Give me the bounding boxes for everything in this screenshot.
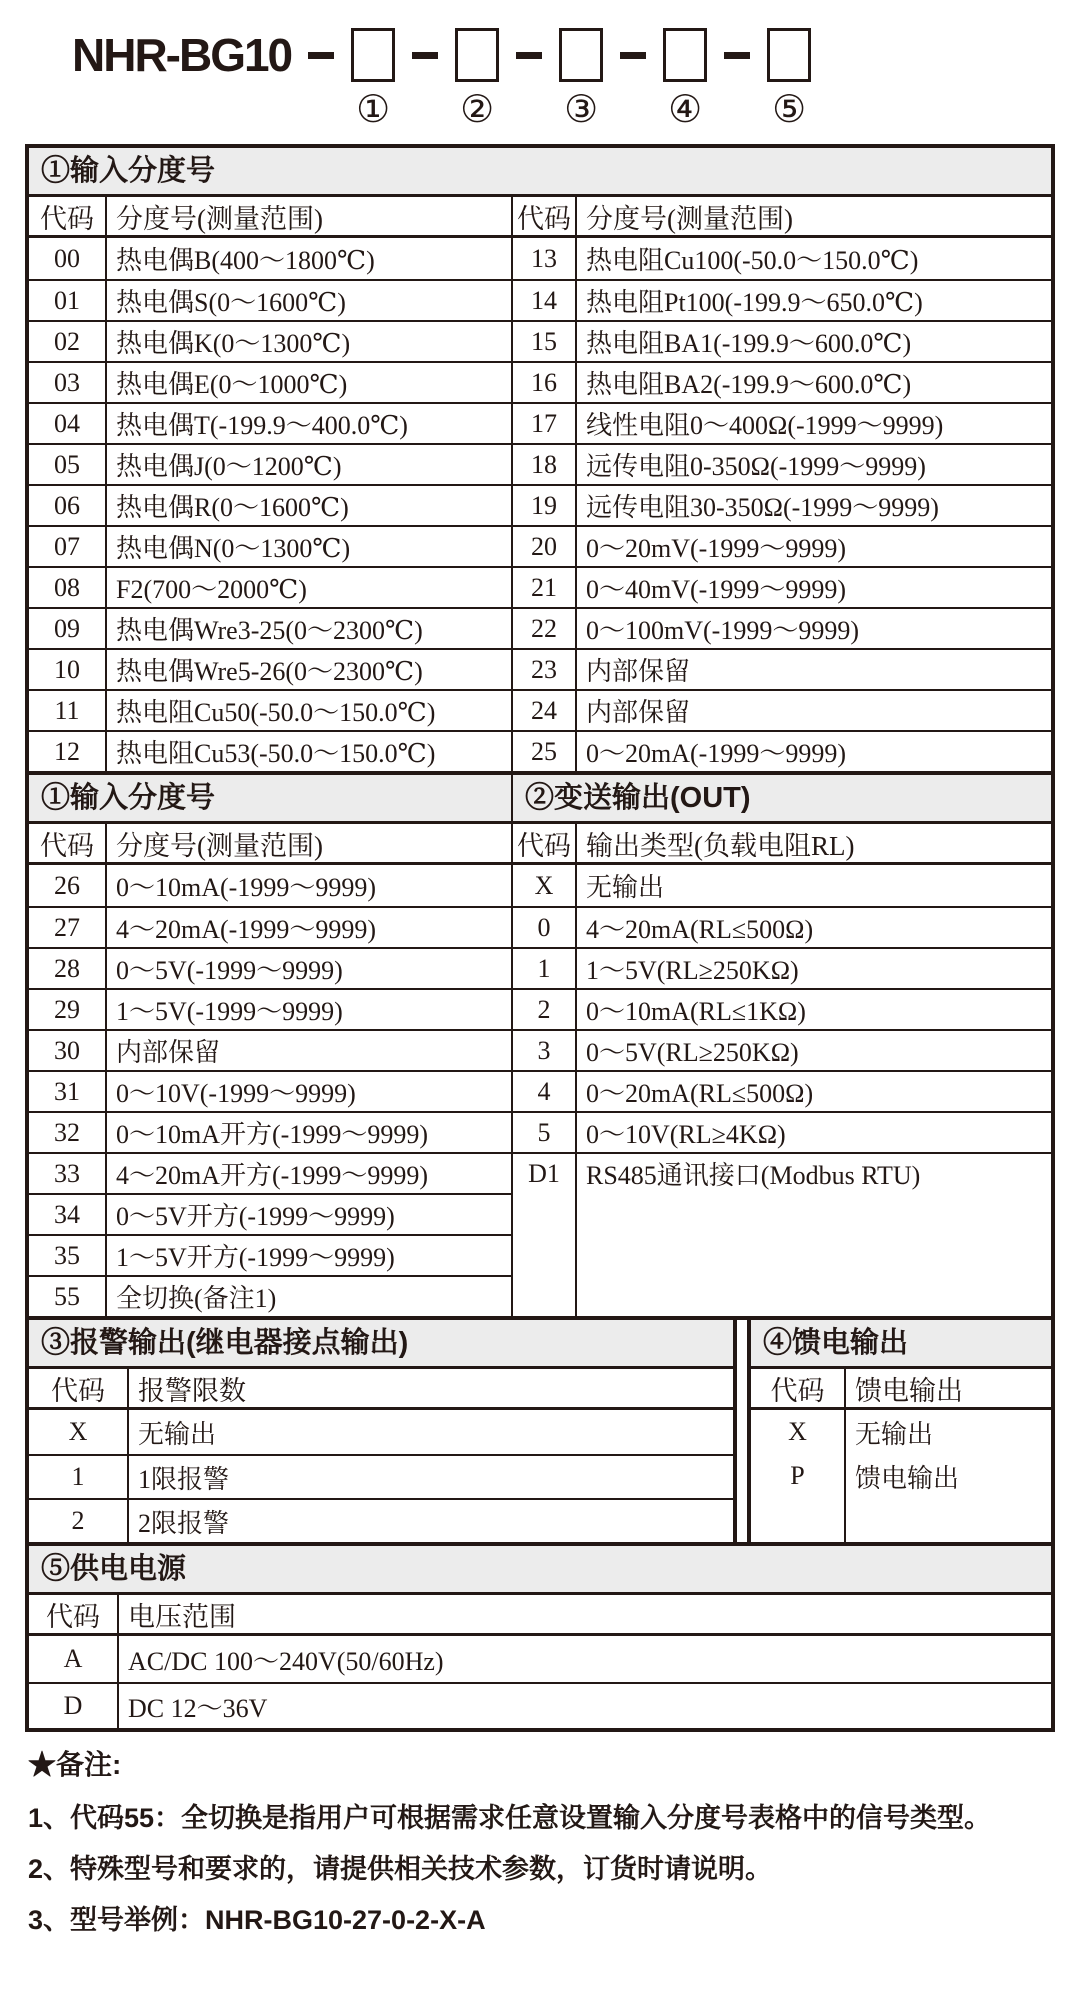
table-row <box>751 1454 1051 1498</box>
col-desc-label: 分度号(测量范围) <box>586 203 793 234</box>
desc-cell: RS485通讯接口(Modbus RTU) <box>586 1161 921 1190</box>
code-cell: X <box>513 865 577 906</box>
table-row <box>513 607 1051 648</box>
column-header <box>29 197 511 238</box>
model-code-unit <box>707 26 811 132</box>
code-cell: 20 <box>513 527 577 566</box>
desc-cell: 0～10mA(-1999～9999) <box>116 873 376 902</box>
feed-output-table <box>747 1320 1051 1542</box>
table-row <box>513 238 1051 279</box>
code-cell: 09 <box>29 609 107 648</box>
col-desc-label: 电压范围 <box>128 1601 236 1632</box>
code-cell: 02 <box>29 322 107 361</box>
table-row <box>29 1029 511 1070</box>
desc-cell: 0～5V(RL≥250KΩ) <box>586 1038 799 1067</box>
col-desc-label: 分度号(测量范围) <box>116 203 323 234</box>
table-row <box>29 484 511 525</box>
desc-cell: 2限报警 <box>138 1508 230 1538</box>
desc-cell: 热电偶N(0～1300℃) <box>116 534 351 563</box>
dash-separator <box>724 52 750 59</box>
code-cell: 04 <box>29 404 107 443</box>
section-power-supply <box>29 1542 1051 1728</box>
code-cell: 25 <box>513 732 577 771</box>
desc-cell: 内部保留 <box>116 1038 221 1067</box>
col-desc-label: 馈电输出 <box>855 1375 963 1406</box>
code-cell: 14 <box>513 281 577 320</box>
code-cell: D1 <box>513 1154 577 1193</box>
table-row <box>513 1111 1051 1152</box>
code-cell: 28 <box>29 949 107 988</box>
table-row <box>513 865 1051 906</box>
desc-cell: 热电偶J(0～1200℃) <box>116 452 342 481</box>
input-codes-continued <box>29 865 511 1316</box>
desc-cell: 热电阻Pt100(-199.9～650.0℃) <box>586 288 923 317</box>
code-cell: 34 <box>29 1195 107 1234</box>
desc-cell: 热电偶R(0～1600℃) <box>116 493 349 522</box>
table-row <box>29 947 511 988</box>
table-row <box>513 279 1051 320</box>
desc-cell: 1～5V(-1999～9999) <box>116 997 343 1026</box>
code-cell: 15 <box>513 322 577 361</box>
code-cell: 30 <box>29 1031 107 1070</box>
table-row <box>29 1111 511 1152</box>
position-number: ④ <box>668 89 703 131</box>
column-header <box>513 824 1051 865</box>
table-row <box>29 566 511 607</box>
position-number: ⑤ <box>772 89 807 131</box>
position-number: ① <box>356 89 391 131</box>
desc-cell: 远传电阻0-350Ω(-1999～9999) <box>586 452 926 481</box>
table-row <box>513 525 1051 566</box>
code-cell: 12 <box>29 732 107 771</box>
dash-separator <box>308 52 334 59</box>
section2-left-title: ①输入分度号 <box>29 775 513 824</box>
desc-cell: 热电偶B(400～1800℃) <box>116 246 375 275</box>
desc-cell: 1～5V开方(-1999～9999) <box>116 1243 395 1272</box>
output-type-codes <box>513 865 1051 1193</box>
desc-cell: 热电偶Wre3-25(0～2300℃) <box>116 616 423 645</box>
empty-cells-area <box>513 1193 1051 1316</box>
code-cell: 00 <box>29 238 107 279</box>
section5-title: ⑤供电电源 <box>29 1546 1051 1595</box>
code-cell: 2 <box>29 1500 129 1542</box>
desc-cell: 线性电阻0～400Ω(-1999～9999) <box>586 411 944 440</box>
table-row <box>29 865 511 906</box>
input-codes-right <box>513 238 1051 771</box>
desc-cell: 0～40mV(-1999～9999) <box>586 575 846 604</box>
alarm-output-table <box>29 1320 737 1542</box>
table-row <box>29 1234 511 1275</box>
table-row <box>513 1070 1051 1111</box>
code-cell: 35 <box>29 1236 107 1275</box>
code-cell: 2 <box>513 990 577 1029</box>
table-row <box>513 648 1051 689</box>
notes-title: ★备注: <box>28 1749 122 1780</box>
desc-cell: 无输出 <box>138 1419 217 1449</box>
code-cell: 1 <box>513 949 577 988</box>
desc-cell: 远传电阻30-350Ω(-1999～9999) <box>586 493 939 522</box>
table-row <box>29 238 511 279</box>
section3-title: ③报警输出(继电器接点输出) <box>29 1320 733 1369</box>
code-cell: 31 <box>29 1072 107 1111</box>
code-cell: 33 <box>29 1154 107 1193</box>
desc-cell: 全切换(备注1) <box>116 1284 277 1313</box>
note-items <box>28 1803 1050 1935</box>
table-row <box>513 1029 1051 1070</box>
table-row <box>513 947 1051 988</box>
col-code-label: 代码 <box>513 197 577 235</box>
desc-cell: 热电偶T(-199.9～400.0℃) <box>116 411 408 440</box>
column-header <box>751 1369 1051 1410</box>
col-desc-label: 输出类型(负载电阻RL) <box>586 830 855 861</box>
desc-cell: AC/DC 100～240V(50/60Hz) <box>128 1646 444 1676</box>
alarm-codes <box>29 1410 733 1542</box>
code-cell: 08 <box>29 568 107 607</box>
desc-cell: 热电阻BA2(-199.9～600.0℃) <box>586 370 912 399</box>
desc-cell: 馈电输出 <box>855 1463 960 1493</box>
desc-cell: 1～5V(RL≥250KΩ) <box>586 956 799 985</box>
model-code-box <box>663 28 707 82</box>
code-cell: P <box>751 1454 846 1498</box>
desc-cell: 4～20mA开方(-1999～9999) <box>116 1161 428 1190</box>
note-item: 3、型号举例：NHR-BG10-27-0-2-X-A <box>28 1905 486 1935</box>
ordering-table <box>25 144 1055 1732</box>
code-cell: 5 <box>513 1113 577 1152</box>
section-input-codes-2-and-output <box>29 771 1051 1316</box>
model-code-box <box>455 28 499 82</box>
desc-cell: 无输出 <box>586 873 665 902</box>
table-row <box>513 320 1051 361</box>
desc-cell: 热电阻Cu50(-50.0～150.0℃) <box>116 698 436 727</box>
desc-cell: 1限报警 <box>138 1464 230 1494</box>
code-cell: 22 <box>513 609 577 648</box>
section2-right-title: ②变送输出(OUT) <box>513 775 1051 824</box>
desc-cell: 热电阻Cu100(-50.0～150.0℃) <box>586 246 919 275</box>
table-row <box>29 607 511 648</box>
code-cell: 19 <box>513 486 577 525</box>
position-number: ③ <box>564 89 599 131</box>
table-row <box>29 988 511 1029</box>
code-cell: 13 <box>513 238 577 279</box>
table-row <box>29 1410 733 1454</box>
table-row <box>513 402 1051 443</box>
table-row <box>513 443 1051 484</box>
code-cell: 26 <box>29 865 107 906</box>
desc-cell: 0～100mV(-1999～9999) <box>586 616 859 645</box>
model-code-boxes <box>291 26 811 132</box>
code-cell: 23 <box>513 650 577 689</box>
desc-cell: 无输出 <box>855 1419 934 1449</box>
col-code-label: 代码 <box>29 197 107 235</box>
code-cell: 06 <box>29 486 107 525</box>
table-row <box>513 988 1051 1029</box>
code-cell: A <box>29 1636 119 1682</box>
table-row <box>29 279 511 320</box>
table-row <box>29 906 511 947</box>
table-row <box>29 730 511 771</box>
table-row <box>29 1152 511 1193</box>
code-cell: 05 <box>29 445 107 484</box>
col-code-label: 代码 <box>751 1369 846 1407</box>
position-number: ② <box>460 89 495 131</box>
column-header <box>29 1595 1051 1636</box>
power-codes <box>29 1636 1051 1728</box>
code-cell: 27 <box>29 908 107 947</box>
note-item: 2、特殊型号和要求的，请提供相关技术参数，订货时请说明。 <box>28 1854 773 1884</box>
desc-cell: 热电偶Wre5-26(0～2300℃) <box>116 657 423 686</box>
desc-cell: 0～10V(RL≥4KΩ) <box>586 1120 786 1149</box>
desc-cell: 0～20mA(RL≤500Ω) <box>586 1079 814 1108</box>
desc-cell: 热电偶E(0～1000℃) <box>116 370 348 399</box>
desc-cell: 热电阻Cu53(-50.0～150.0℃) <box>116 739 436 768</box>
code-cell: 18 <box>513 445 577 484</box>
col-code-label: 代码 <box>513 824 577 862</box>
code-cell: X <box>751 1410 846 1454</box>
desc-cell: 0～5V开方(-1999～9999) <box>116 1202 395 1231</box>
col-code-label: 代码 <box>29 1595 119 1633</box>
dash-separator <box>516 52 542 59</box>
model-code-unit <box>291 26 395 132</box>
code-cell: 17 <box>513 404 577 443</box>
desc-cell: 热电偶S(0～1600℃) <box>116 288 346 317</box>
col-desc-label: 分度号(测量范围) <box>116 830 323 861</box>
table-row <box>29 1498 733 1542</box>
desc-cell: 0～10mA(RL≤1KΩ) <box>586 997 806 1026</box>
col-code-label: 代码 <box>29 824 107 862</box>
code-cell: 55 <box>29 1277 107 1316</box>
model-code-unit <box>603 26 707 132</box>
table-row <box>513 689 1051 730</box>
code-cell: 03 <box>29 363 107 402</box>
desc-cell: 4～20mA(RL≤500Ω) <box>586 915 814 944</box>
column-header <box>513 197 1051 238</box>
desc-cell: 内部保留 <box>586 657 691 686</box>
table-row <box>513 1152 1051 1193</box>
input-codes-left <box>29 238 511 771</box>
section4-title: ④馈电输出 <box>751 1320 1051 1369</box>
table-row <box>29 1275 511 1316</box>
section-alarm-and-feed <box>29 1316 1051 1542</box>
model-code-unit <box>395 26 499 132</box>
code-cell: X <box>29 1410 129 1454</box>
table-row <box>29 361 511 402</box>
note-item: 1、代码55：全切换是指用户可根据需求任意设置输入分度号表格中的信号类型。 <box>28 1803 992 1833</box>
desc-cell: F2(700～2000℃) <box>116 575 307 604</box>
code-cell: 11 <box>29 691 107 730</box>
col-desc-label: 报警限数 <box>138 1375 246 1406</box>
model-header <box>72 26 1080 132</box>
model-code-box <box>559 28 603 82</box>
notes <box>28 1748 1050 1935</box>
table-row <box>29 1682 1051 1728</box>
code-cell: 1 <box>29 1456 129 1498</box>
code-cell: 01 <box>29 281 107 320</box>
table-row <box>29 1070 511 1111</box>
desc-cell: 0～10V(-1999～9999) <box>116 1079 356 1108</box>
desc-cell: 热电偶K(0～1300℃) <box>116 329 351 358</box>
code-cell: 21 <box>513 568 577 607</box>
table-row <box>29 648 511 689</box>
code-cell: 0 <box>513 908 577 947</box>
model-name: NHR-BG10 <box>72 29 292 81</box>
code-cell: 24 <box>513 691 577 730</box>
table-row <box>513 730 1051 771</box>
table-row <box>751 1410 1051 1454</box>
model-code-box <box>767 28 811 82</box>
model-code-unit <box>499 26 603 132</box>
section-input-codes-1 <box>29 148 1051 771</box>
desc-cell: 0～10mA开方(-1999～9999) <box>116 1120 428 1149</box>
table-row <box>29 1636 1051 1682</box>
table-row <box>29 443 511 484</box>
code-cell: 4 <box>513 1072 577 1111</box>
table-row <box>513 484 1051 525</box>
dash-separator <box>620 52 646 59</box>
desc-cell: 0～20mA(-1999～9999) <box>586 739 846 768</box>
table-row <box>29 402 511 443</box>
code-cell: 07 <box>29 527 107 566</box>
model-code-box <box>351 28 395 82</box>
empty-cells-area <box>751 1498 1051 1542</box>
desc-cell: DC 12～36V <box>128 1693 268 1723</box>
desc-cell: 内部保留 <box>586 698 691 727</box>
col-code-label: 代码 <box>29 1369 129 1407</box>
table-row <box>29 1454 733 1498</box>
table-row <box>29 320 511 361</box>
table-row <box>29 525 511 566</box>
code-cell: 3 <box>513 1031 577 1070</box>
table-row <box>513 566 1051 607</box>
table-row <box>29 689 511 730</box>
table-row <box>513 361 1051 402</box>
table-row <box>513 906 1051 947</box>
code-cell: 10 <box>29 650 107 689</box>
column-header <box>29 824 511 865</box>
column-header <box>29 1369 733 1410</box>
code-cell: 29 <box>29 990 107 1029</box>
table-row <box>29 1193 511 1234</box>
desc-cell: 0～20mV(-1999～9999) <box>586 534 846 563</box>
desc-cell: 0～5V(-1999～9999) <box>116 956 343 985</box>
code-cell: 16 <box>513 363 577 402</box>
section1-title: ①输入分度号 <box>29 148 1051 197</box>
code-cell: D <box>29 1684 119 1728</box>
desc-cell: 4～20mA(-1999～9999) <box>116 915 376 944</box>
code-cell: 32 <box>29 1113 107 1152</box>
feed-codes <box>751 1410 1051 1498</box>
table-gap <box>737 1320 747 1542</box>
desc-cell: 热电阻BA1(-199.9～600.0℃) <box>586 329 912 358</box>
dash-separator <box>412 52 438 59</box>
